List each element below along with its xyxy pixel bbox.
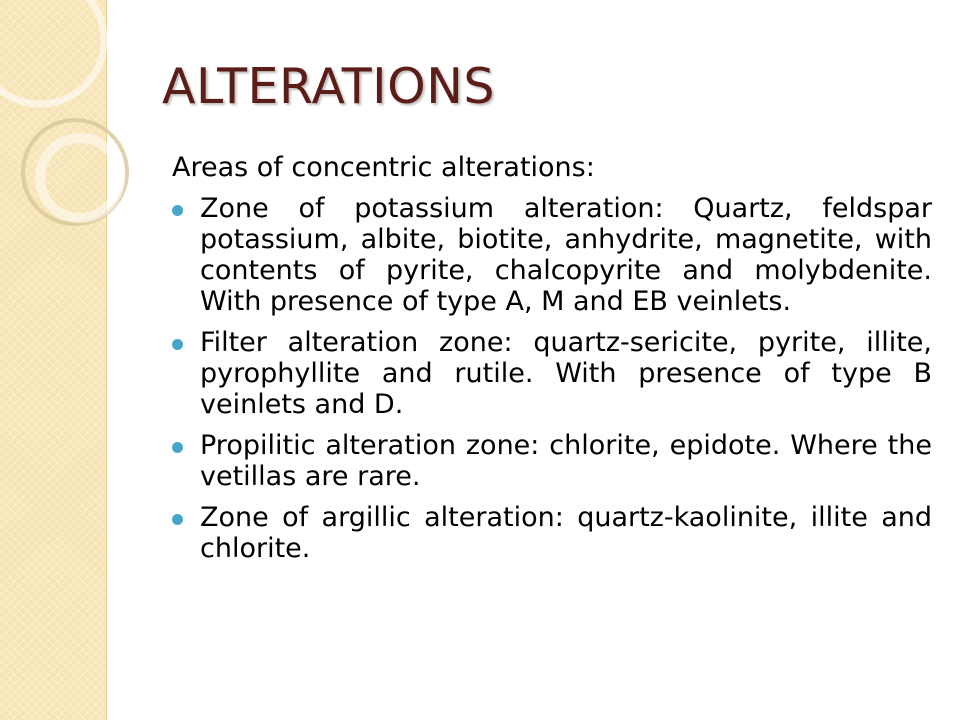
bullet-item-potassium — [172, 193, 932, 317]
slide-title: ALTERATIONS — [162, 58, 495, 115]
bullet-text: Zone of potassium alteration: Quartz, feldspar potassium, albite, biotite, anhydrite, magnetite, with contents of pyrite, chalcopyrite and molybdenite. With presence of type A, M and EB veinlets. — [200, 193, 932, 317]
bullet-text: Zone of argillic alteration: quartz-kaolinite, illite and chlorite. — [200, 502, 932, 564]
slide-body — [172, 152, 932, 574]
bullet-dot-icon — [172, 205, 183, 216]
bullet-item-filter — [172, 327, 932, 420]
decorative-circle-large — [0, 0, 104, 104]
bullet-text: Filter alteration zone: quartz-sericite, pyrite, illite, pyrophyllite and rutile. With presence of type B veinlets and D. — [200, 327, 932, 420]
decorative-circles — [0, 0, 130, 260]
intro-text: Areas of concentric alterations: — [172, 152, 595, 183]
bullet-dot-icon — [172, 339, 183, 350]
bullet-item-argillic — [172, 502, 932, 564]
bullet-item-propilitic — [172, 430, 932, 492]
bullet-list — [172, 193, 932, 564]
bullet-dot-icon — [172, 442, 183, 453]
decorative-circle-ring — [40, 138, 120, 218]
bullet-dot-icon — [172, 514, 183, 525]
bullet-text: Propilitic alteration zone: chlorite, epidote. Where the vetillas are rare. — [200, 430, 932, 492]
